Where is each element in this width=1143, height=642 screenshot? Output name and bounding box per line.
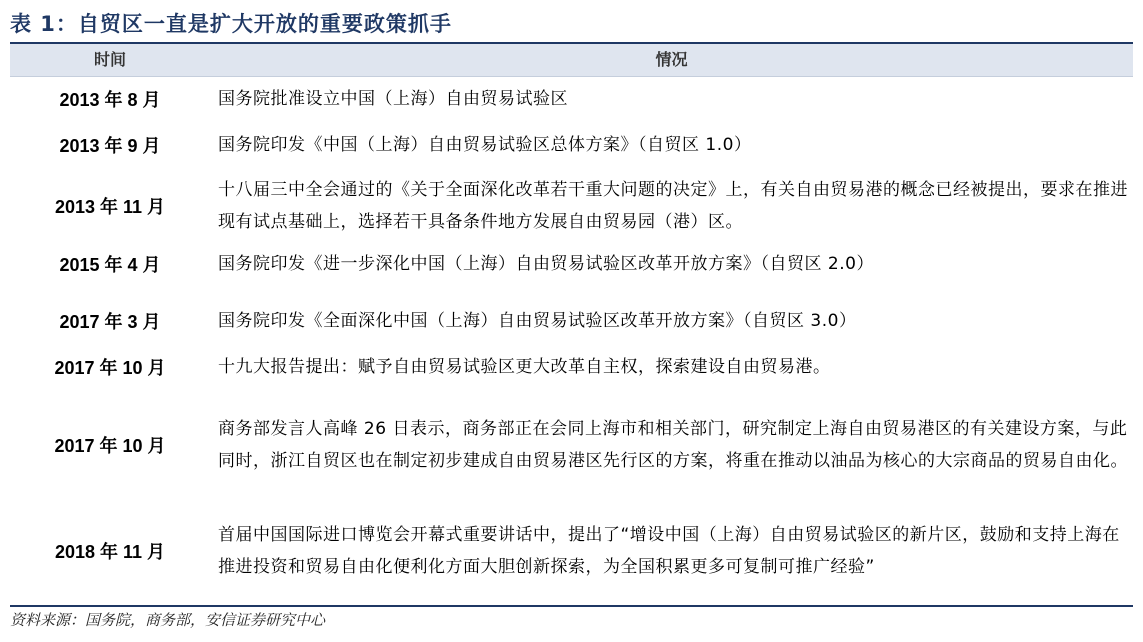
table-row bbox=[10, 397, 1133, 493]
table-row bbox=[10, 244, 1133, 284]
row-description: 十八届三中全会通过的《关于全面深化改革若干重大问题的决定》上，有关自由贸易港的概念已经被提出，要求在推进现有试点基础上，选择若干具备条件地方发展自由贸易园（港）区。 bbox=[218, 180, 1128, 232]
row-time: 2017 年 3 月 bbox=[59, 312, 161, 332]
source-note: 资料来源：国务院，商务部，安信证券研究中心 bbox=[10, 611, 326, 629]
table-row bbox=[10, 301, 1133, 341]
table-header bbox=[10, 44, 1133, 77]
row-time: 2017 年 10 月 bbox=[54, 436, 166, 456]
row-description: 国务院批准设立中国（上海）自由贸易试验区 bbox=[218, 89, 568, 109]
table-title: 表 1：自贸区一直是扩大开放的重要政策抓手 bbox=[10, 12, 452, 36]
table-row bbox=[10, 173, 1133, 239]
row-time: 2013 年 9 月 bbox=[59, 136, 161, 156]
footer-divider bbox=[10, 605, 1133, 607]
header-time: 时间 bbox=[93, 50, 126, 69]
row-time: 2017 年 10 月 bbox=[54, 358, 166, 378]
row-time: 2018 年 11 月 bbox=[54, 542, 166, 562]
table-row bbox=[10, 503, 1133, 599]
row-time: 2013 年 8 月 bbox=[59, 90, 161, 110]
row-description: 首届中国国际进口博览会开幕式重要讲话中，提出了“增设中国（上海）自由贸易试验区的新片区，鼓励和支持上海在推进投资和贸易自由化便利化方面大胆创新探索，为全国积累更多可复制可推广经验” bbox=[218, 525, 1120, 577]
row-time: 2013 年 11 月 bbox=[54, 197, 166, 217]
table-row bbox=[10, 348, 1133, 386]
table-row bbox=[10, 125, 1133, 165]
table-row bbox=[10, 80, 1133, 118]
row-time: 2015 年 4 月 bbox=[59, 255, 161, 275]
row-description: 国务院印发《中国（上海）自由贸易试验区总体方案》（自贸区 1.0） bbox=[218, 135, 752, 155]
row-description: 十九大报告提出：赋予自由贸易试验区更大改革自主权，探索建设自由贸易港。 bbox=[218, 357, 831, 377]
header-description: 情况 bbox=[655, 50, 688, 69]
row-description: 商务部发言人高峰 26 日表示，商务部正在会同上海市和相关部门，研究制定上海自由贸易港区的有关建设方案，与此同时，浙江自贸区也在制定初步建成自由贸易港区先行区的方案，将重在推动以油品为核心的大宗商品的贸易自由化。 bbox=[218, 419, 1128, 471]
row-description: 国务院印发《进一步深化中国（上海）自由贸易试验区改革开放方案》（自贸区 2.0） bbox=[218, 254, 874, 274]
row-description: 国务院印发《全面深化中国（上海）自由贸易试验区改革开放方案》（自贸区 3.0） bbox=[218, 311, 857, 331]
